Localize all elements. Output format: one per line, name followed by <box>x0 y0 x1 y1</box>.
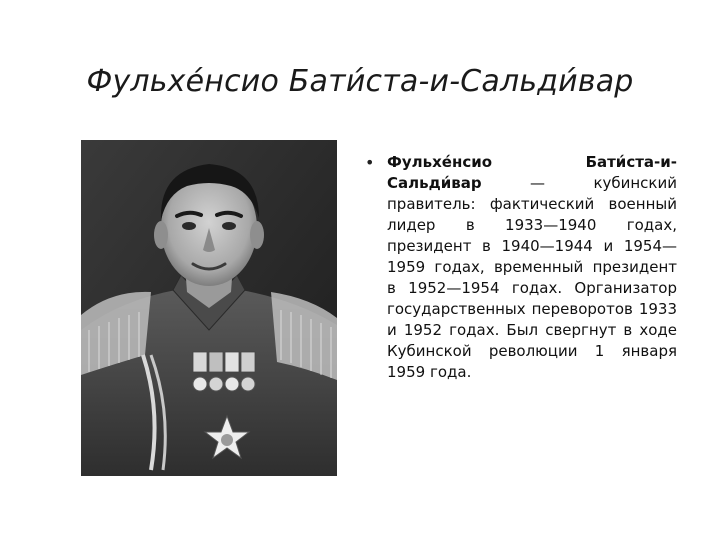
bullet-name: Фульхе́нсио Бати́ста-и-Сальди́вар <box>387 153 677 192</box>
content-area <box>365 152 677 383</box>
bullet-marker: • <box>365 153 375 172</box>
bullet-description: — кубинский правитель: фактический военный лидер в 1933—1940 годах, президент в 1940—1944 и 1954—1959 годах, временный президент в 1952—1954 годах. Организатор государственных переворотов 1933 и 1952 годах. Был свергнут в ходе Кубинской революции 1 января 1959 года. <box>387 174 677 381</box>
portrait-illustration <box>81 140 337 476</box>
bullet-text <box>387 152 677 383</box>
bullet-item <box>365 152 677 383</box>
slide-title: Фульхе́нсио Бати́ста-и-Сальди́вар <box>86 64 634 100</box>
portrait-photo <box>81 140 337 476</box>
